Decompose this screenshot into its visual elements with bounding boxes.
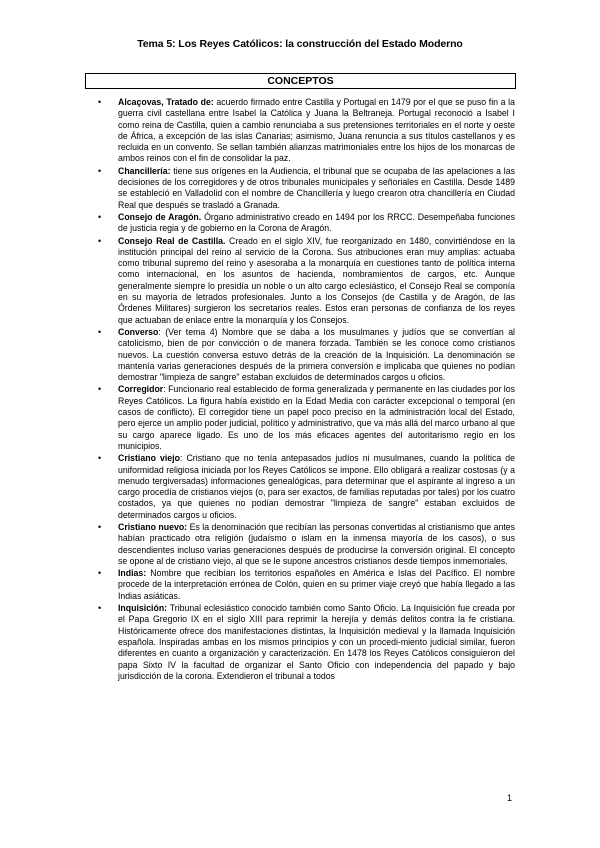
list-item [80,522,515,567]
bullet-icon: • [98,453,102,464]
list-item [80,603,515,682]
concept-definition: acuerdo firmado entre Castilla y Portugal en 1479 por el que se puso fin a la guerra civil castellana entre Isabel la Católica y Juana la Beltraneja. Portugal reconoció a Isabel I como reina de Castilla, quien a cambio renunciaba a sus pretensiones territoriales en el norte y oeste de África, a excepción de las islas Canarias; asimismo, Juana renuncia a sus títulos castellanos y es recluida en un convento. Se sellan también alianzas matrimoniales entre los hijos de los monarcas de ambos reinos con el fin de consolidar la paz. [118,97,515,164]
concept-term: Converso [118,326,159,337]
bullet-icon: • [98,326,102,337]
list-item [80,236,515,326]
bullet-icon: • [98,97,102,107]
concept-term: Corregidor [118,384,164,395]
concept-term: Alcaçovas, Tratado de: [118,97,214,107]
concept-definition: Es la denominación que recibían las personas convertidas al cristianismo que antes habían practicado otra religión (judaísmo o islam en la inmensa mayoría de los casos), o sus descendientes incluso varias generaciones después de producirse la conversión original. El concepto se opone al de cristiano viejo, al que se le supone ancestros cristianos desde tiempos inmemoriales. [118,521,515,566]
concept-term: Consejo Real de Castilla. [118,235,226,246]
concept-term: Cristiano viejo [118,453,180,464]
concept-definition: tiene sus orígenes en la Audiencia, el tribunal que se ocupaba de las apelaciones a las decisiones de los corregidores y de otros tribunales municipales y señoriales en Castilla. Desde 1489 se estableció en Valladolid con el nombre de Chancillería y luego crearon otra chancillería en Ciudad Real que después se trasladó a Granada. [118,165,515,210]
bullet-icon: • [98,568,102,579]
concept-term: Inquisición: [118,603,168,614]
list-item [80,327,515,383]
concept-term: Chancillería: [118,165,171,176]
bullet-icon: • [98,165,102,176]
bullet-icon: • [98,235,102,246]
page-number: 1 [507,793,513,803]
section-title-box: CONCEPTOS [85,73,516,89]
concept-definition: Tribunal eclesiástico conocido también como Santo Oficio. La Inquisición fue creada por el Papa Gregorio IX en el siglo XIII para reprimir la herejía y demás delitos contra la fe cristiana. Históricamente ofrece dos manifestaciones distintas, la Inquisición medieval y la llamada Inquisición española. Inspiradas ambas en los mismos principios y con un procedi-miento judicial similar, fueron diferentes en cuanto a organización y caracterización. En 1478 los Reyes Católicos consiguieron del papa Sixto IV la facultad de organizar el Santo Oficio con independencia del papado y bajo jurisdicción de la corona. Extendieron el tribunal a todos [118,603,515,681]
concept-definition: Nombre que recibían los territorios españoles en América e Islas del Pacífico. El nombre procede de la interpretación errónea de Colón, quien en su primer viaje creyó que había llegado a las Indias asiáticas. [118,568,515,601]
concept-list [80,97,515,683]
concept-definition: : Cristiano que no tenía antepasados judíos ni musulmanes, cuando la política de uniformidad religiosa iniciada por los Reyes Católicos se impone. Ello obligará a realizar costosas (y a menudo tergiversadas) informaciones genealógicas, para determinar que el aspirante al ingreso a un cargo procedía de cristianos viejos (o, para ser exactos, de familias reputadas por tales) por los cuatro costados, ya que quienes no podían demostrar "limpieza de sangre" estaban excluidos de determinados cargos u oficios. [118,453,516,520]
list-item [80,97,515,165]
list-item [80,166,515,211]
page-title: Tema 5: Los Reyes Católicos: la construcción del Estado Moderno [137,38,463,50]
concept-definition: Órgano administrativo creado en 1494 por los RRCC. Desempeñaba funciones de justicia regia y de gobierno en la Corona de Aragón. [118,211,515,234]
list-item [80,384,515,452]
concept-term: Consejo de Aragón. [118,211,202,222]
concept-definition: : Funcionario real establecido de forma generalizada y permanente en las ciudades por los Reyes Católicos. La figura había existido en la Edad Media con carácter excepcional o temporal (en casos de conflicto). El corregidor tiene un papel poco preciso en la administración local del Estado, pero ejerce un amplio poder judicial, político y administrativo, que va más allá del marco urbano al que su cargo aparece ligado. Es uno de los más eficaces agentes del autoritarismo regio en los municipios. [118,384,515,451]
list-item [80,453,515,521]
concept-term: Indias: [118,568,147,579]
bullet-icon: • [98,521,102,532]
list-item [80,568,515,602]
concept-definition: Creado en el siglo XIV, fue reorganizado en 1480, convirtiéndose en la institución principal del reino al servicio de la Corona. Sus atribuciones eran muy amplias: actuaba como tribunal supremo del reino y asesoraba a la monarquía en cuestiones tanto de política interna como internacional, en los asuntos de hacienda, nombramientos de cargos, etc. Aunque generalmente siempre lo presidía un noble o un alto cargo eclesiástico, el Consejo Real se componía en su mayoría de letrados profesionales. Junto a los Consejos (de Castilla y de Aragón, de las Órdenes Militares) surgieron los secretarios reales. Estos eran personas de confianza de los reyes que actuaban de enlace entre la monarquía y los Consejos. [118,235,515,325]
bullet-icon: • [98,603,102,614]
concept-term: Cristiano nuevo: [118,521,188,532]
bullet-icon: • [98,211,102,222]
concept-definition: : (Ver tema 4) Nombre que se daba a los musulmanes y judíos que se convertían al catolicismo, bien de por convicción o de manera forzada. También se les conoce como cristianos nuevos. La cuestión conversa estuvo detrás de la creación de la Inquisición. La denominación se mantenía varias generaciones después de la primera conversión e implicaba que quienes no podían demostrar "limpieza de sangre" estaban excluidos de determinados cargos u oficios. [118,326,515,383]
list-item [80,212,515,235]
bullet-icon: • [98,384,102,395]
